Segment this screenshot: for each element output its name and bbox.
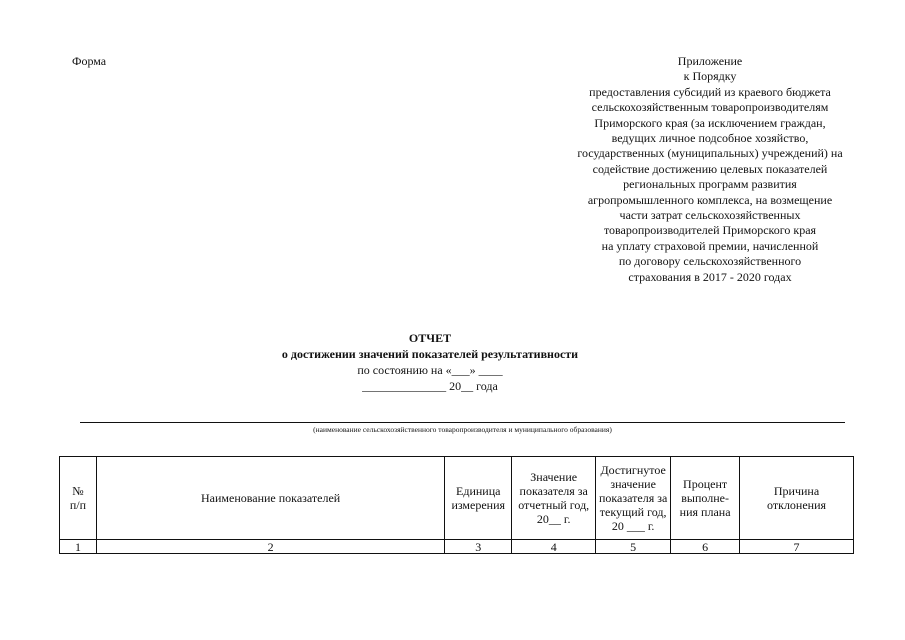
report-title: ОТЧЕТ xyxy=(408,331,452,345)
appendix-line: агропромышленного комплекса, на возмещение xyxy=(587,192,833,207)
appendix-line: ведущих личное подсобное хозяйство, xyxy=(611,131,809,146)
appendix-line: к Порядку xyxy=(683,69,737,84)
header-cell: № п/п xyxy=(60,457,97,540)
name-caption: (наименование сельскохозяйственного товаропроизводителя и муниципального образования) xyxy=(313,425,612,434)
report-table xyxy=(59,456,854,554)
appendix-line: региональных программ развития xyxy=(623,177,797,192)
appendix-line: Приморского края (за исключением граждан, xyxy=(594,115,826,130)
column-number-cell: 2 xyxy=(96,540,444,554)
appendix-block xyxy=(520,54,900,285)
header-cell: Значение показателя за отчетный год, 20__ г. xyxy=(512,457,596,540)
report-date-line: по состоянию на «___» ____ xyxy=(357,363,503,377)
column-number-cell: 7 xyxy=(740,540,854,554)
header-cell: Причина отклонения xyxy=(740,457,854,540)
column-number-cell: 3 xyxy=(445,540,512,554)
header-cell: Единица измерения xyxy=(445,457,512,540)
form-label: Форма xyxy=(72,54,107,68)
table-header-row xyxy=(60,457,854,540)
appendix-line: страхования в 2017 - 2020 годах xyxy=(628,269,792,284)
header-cell: Достигнутое значение показателя за текущий год, 20 ___ г. xyxy=(596,457,671,540)
report-year-line: ______________ 20__ года xyxy=(362,379,498,393)
appendix-line: по договору сельскохозяйственного xyxy=(618,254,802,269)
column-number-cell: 1 xyxy=(60,540,97,554)
report-title-block xyxy=(230,330,630,394)
column-number-cell: 5 xyxy=(596,540,671,554)
column-number-cell: 6 xyxy=(671,540,740,554)
appendix-line: товаропроизводителей Приморского края xyxy=(603,223,817,238)
header-cell: Наименование показателей xyxy=(96,457,444,540)
appendix-line: на уплату страховой премии, начисленной xyxy=(601,238,819,253)
column-number-row xyxy=(60,540,854,554)
appendix-line: части затрат сельскохозяйственных xyxy=(619,208,801,223)
header-cell: Процент выполне- ния плана xyxy=(671,457,740,540)
name-fill-line xyxy=(80,422,845,423)
appendix-line: Приложение xyxy=(677,54,743,68)
report-subtitle: о достижении значений показателей результативности xyxy=(281,347,579,361)
appendix-line: содействие достижению целевых показателей xyxy=(592,161,828,176)
appendix-line: предоставления субсидий из краевого бюджета xyxy=(589,84,831,99)
column-number-cell: 4 xyxy=(512,540,596,554)
appendix-line: государственных (муниципальных) учреждений) на xyxy=(577,146,843,161)
appendix-line: сельскохозяйственным товаропроизводителям xyxy=(591,100,829,115)
